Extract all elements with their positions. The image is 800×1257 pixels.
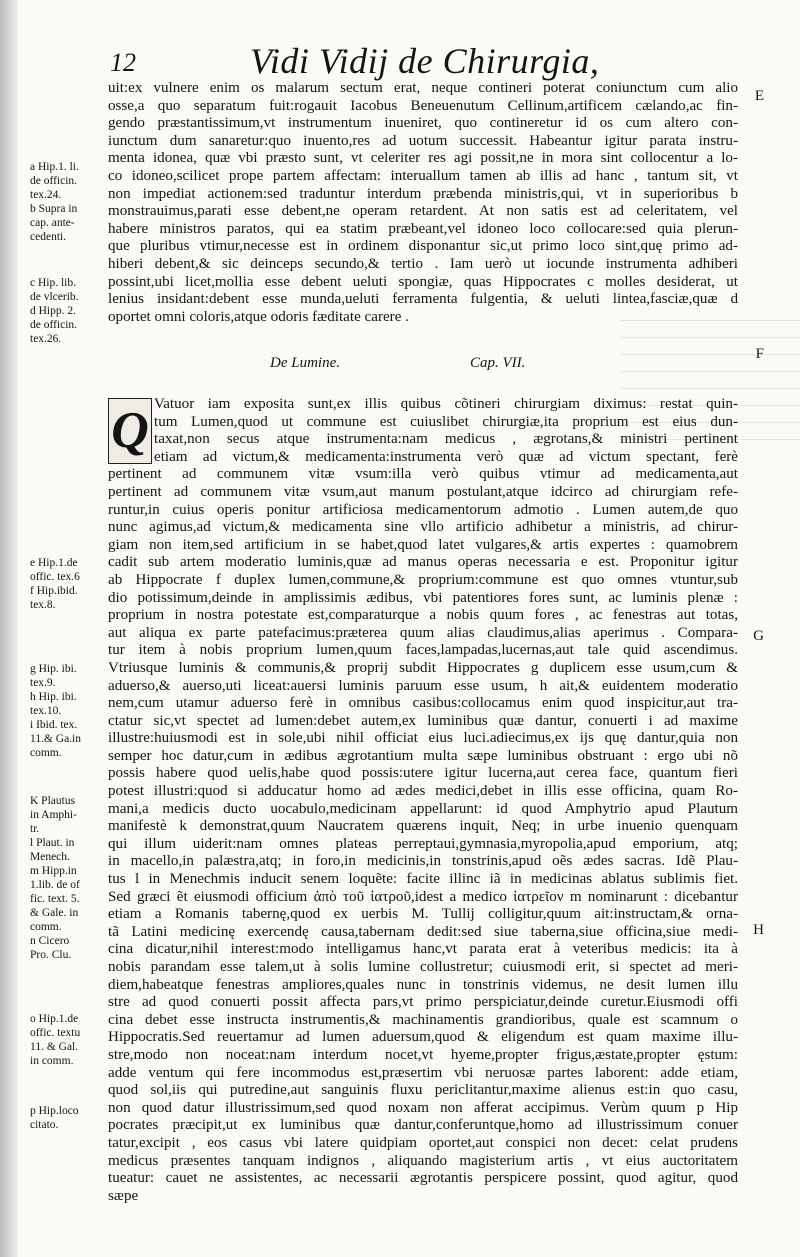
text-line: cadit sub artem moderatio luminis,quæ ad manus operas necessaria e est. Proponitur igitur (108, 554, 738, 571)
text-line: manifestè k demonstrat,quum Naucratem quærens inquit, Neq; in urbe inuenio quenquam (108, 818, 738, 835)
text-line: pertinent ad communem vitæ vsum,aut manum postulant,atque idcirco ad chirurgiam refe- (108, 483, 738, 500)
decorated-initial: Q (108, 398, 152, 464)
text-line: cina dicatur,nihil interest:modo intelligamus hanc,vt parata erat à veteribus medicis: ita à (108, 941, 738, 958)
text-line: aut aliqua ex parte patefacimus:præterea quum alias claudimus,alias aperimus . Compara- (108, 624, 738, 641)
text-line: lenius insidant:debent esse munda,ueluti ferramenta fulgentia, & ueluti lintea,fasciæ,quæ d (108, 291, 738, 308)
text-line: qui illum uiderit:nam omnes plateas perreptaui,gymnasia,myropolia,apud emporium, atq; (108, 835, 738, 852)
text-line: stre,modo non noceat:nam interdum nocet,vt hyeme,propter frigus,æstate,propter ęstum: (108, 1046, 738, 1063)
text-line: osse,a quo separatum fuit:rogauit Iacobus Beneuenutum Cellinum,artificem cælando,ac fin- (108, 97, 738, 114)
chapter-number: Cap. VII. (470, 355, 526, 371)
chapter-body (108, 396, 738, 1205)
text-line: monstrauimus,parati esse debent,ne operam retardent. At non satis est ad celeritatem, vel (108, 203, 738, 220)
margin-note-line: & Gale. in (30, 907, 79, 919)
text-line: aduerso,& auerso,uti liceat:auersi luminis paruum esse usum, h ait,& euidentem moderatio (108, 677, 738, 694)
margin-note-line: h Hip. ibi. (30, 691, 77, 703)
text-line: uit:ex vulnere enim os malarum sectum erat, neque contineri poterat coniunctum cum alio (108, 80, 738, 96)
paragraph-continued (108, 80, 738, 326)
margin-note-line: in comm. (30, 1055, 74, 1067)
margin-note-line: b Supra in (30, 203, 78, 215)
text-line: dio potissimum,deinde in amplissimis ædibus, vbi patentiores fores sunt, ac luminis plenæ : (108, 589, 738, 606)
margin-notes-o (30, 1012, 105, 1068)
margin-note-line: n Cicero (30, 935, 70, 947)
text-line: ctatur sic,vt spectet ad lumen:debet autem,ex luminibus quæ dantur, conuerti i ad maxime (108, 712, 738, 729)
text-line: tã Latini medicinę exercendę causa,tabernam dedit:sed siue taberna,siue officina,siue medi- (108, 923, 738, 940)
text-line: runtur,in cuius operis ponitur artificiosa medicamentorum admotio . Lumen autem,de quo (108, 501, 738, 518)
page-number: 12 (110, 48, 136, 77)
margin-note-line: de officin. (30, 319, 78, 331)
text-line: cina debet esse instructa instrumentis,& machinamentis grandioribus, quale est scamnum o (108, 1011, 738, 1028)
section-letter-f: F (755, 346, 764, 362)
margin-note-line: citato. (30, 1119, 59, 1131)
section-letter-e: E (754, 88, 764, 104)
margin-note-line: fic. text. 5. (30, 893, 80, 905)
text-line: gendo præstantissimum,vt instrumentum inueniret, quo contineretur id os cum altero con- (108, 115, 738, 132)
margin-note-line: a Hip.1. li. (30, 161, 79, 173)
text-line: proprium in nostra potestate est,comparaturque a nobis quum fores , ac fenestras aut totas, (108, 607, 738, 624)
text-line: tur item à nobis proprium lumen,quum faces,lampadas,lucernas,aut tale quid ascendimus. (108, 642, 738, 659)
margin-note-line: offic. textu (30, 1027, 81, 1039)
margin-note-line: cedenti. (30, 231, 67, 243)
margin-note-line: p Hip.loco (30, 1105, 79, 1117)
margin-notes-p (30, 1104, 105, 1132)
margin-note-line: de officin. (30, 175, 78, 187)
margin-note-line: m Hipp.in (30, 865, 77, 877)
text-line: oportet omni coloris,atque odoris fæditate carere . (108, 308, 409, 325)
text-line: sæpe (108, 1187, 139, 1204)
text-line: illustre:huiusmodi est in sole,ubi nihil officiat eius luci.adiecimus,ex ijs quę dantur,quia non (108, 730, 738, 747)
margin-note-line: comm. (30, 747, 62, 759)
margin-note-line: Menech. (30, 851, 70, 863)
text-line: que pluribus vtimur,necesse est in ordinem disponantur sic,ut primo loco sint,quę primo ad- (108, 238, 738, 255)
margin-notes-c (30, 276, 105, 346)
text-line: habere ministros paratos, qui ea statim præbeant,vel idoneo loco collocare:sed quia plerun- (108, 220, 738, 237)
margin-note-line: tex.26. (30, 333, 62, 345)
text-line: diem,habeatque fenestras ampliores,quales nunc in tonstrinis videmus, ne desit lumen illu (108, 976, 738, 993)
margin-note-line: d Hipp. 2. (30, 305, 76, 317)
gutter-shadow (0, 0, 18, 1257)
margin-note-line: e Hip.1.de (30, 557, 78, 569)
text-line: potest illustri:quod si adducatur homo ad ædes medici,debet in illis esse officina, quam Ro- (108, 783, 738, 800)
text-line: tus l in Menechmis inducit senem loquẽte: facite illinc iã in medicinas ablatus sublimis fiet. (108, 871, 738, 888)
margin-note-line: tex.8. (30, 599, 56, 611)
text-line: nem,cum utamur aduerso ferè in omnibus casibus:collocamus enim quod inspicitur,aut tra- (108, 695, 738, 712)
margin-note-line: f Hip.ibid. (30, 585, 78, 597)
text-line: pertinent ad communem vitæ vsum:illa verò quibus vtimur ad medicamenta,aut (108, 466, 738, 483)
text-line: Vtriusque luminis & communis,& proprij subdit Hippocrates g duplicem esse usum,cum & (108, 659, 738, 676)
margin-note-line: c Hip. lib. (30, 277, 76, 289)
text-line: co idoneo,scilicet prope partem affectam: interuallum tamen ab illis ad hanc , tantum sit, vt (108, 167, 738, 184)
margin-note-line: K Plautus (30, 795, 76, 807)
text-line: tueatur: cauet ne assistentes, ac necessarii ægrotantis perspicere possint, quod agitur, quod (108, 1170, 738, 1187)
margin-note-line: l Plaut. in (30, 837, 75, 849)
margin-note-line: comm. (30, 921, 62, 933)
margin-note-line: tex.9. (30, 677, 56, 689)
text-line: ab Hippocrate f duplex lumen,commune,& proprium:commune est quo omnes vtuntur,sub (108, 571, 738, 588)
text-line: etiam a Romanis tabernę,quod ex uerbis M. Tullij colligitur,quum ait:instructam,& orna- (108, 906, 738, 923)
text-line: nobis parandam esse talem,ut à solis lumine collustretur; cuiusmodi erit, si spectet ad meri- (108, 959, 738, 975)
text-line: taxat,non secus atque instrumenta:nam medicus , ægrotans,& ministri pertinent (154, 431, 738, 448)
text-line: semper hoc datur,cum in ædibus ægrotantium multa sæpe luminibus obstruant : ergo ubi nõ (108, 747, 738, 764)
margin-note-line: offic. tex.6 (30, 571, 80, 583)
text-line: pocrates præcipit,ut ex luminibus quæ dantur,conferuntque,homo ad illustrissimum conuer (108, 1117, 738, 1134)
margin-note-line: 1.lib. de of (30, 879, 80, 891)
text-line: Vatuor iam exposita sunt,ex illis quibus cõtineri chirurgiam diximus: restat quin- (154, 396, 738, 412)
text-line: tum Lumen,quod ut commune est cuiuslibet chirurgiæ,ita proprium est eius dun- (154, 413, 738, 430)
text-line: stre ad quod conuerti possit affecta pars,vt primo perspiciatur,deinde curetur.Eiusmodi offi (108, 994, 738, 1011)
margin-note-line: de vlcerib. (30, 291, 79, 303)
text-line: Hippocratis.Sed reuertamur ad lumen aduersum,quod & eligendum est quam maxime illu- (108, 1029, 738, 1046)
text-line: Sed græci ẽt eiusmodi officium ἀπὸ τοῦ ἰατροῦ,idest a medico ἰατρεῖον m nominarunt : dicebantur (108, 888, 738, 905)
text-line: menta idonea, quæ vbi præsto sunt, vt celeriter res agi possit,ne in mora sint collocentur a lo- (108, 150, 738, 167)
section-letter-g: G (753, 628, 764, 644)
margin-note-line: cap. ante- (30, 217, 75, 229)
margin-notes-k (30, 794, 105, 962)
text-line: mani,a medicis ducto uocabulo,medicinam appellarunt: id quod Amphytrio apud Plautum (108, 800, 738, 817)
text-line: etiam ad victum,& medicamenta:instrumenta verò quæ ad victum spectant, ferè (154, 448, 738, 465)
text-line: adde ventum qui fere incommodus est,præsertim vbi neruosæ partes laborent: adde etiam, (108, 1064, 738, 1081)
text-line: possis habere quod uelis,habe quod possis:utere igitur lucerna,aut cerea face, quantum fieri (108, 765, 738, 782)
margin-note-line: Pro. Clu. (30, 949, 72, 961)
margin-note-line: tex.10. (30, 705, 62, 717)
text-line: non quod datur illustrissimum,sed quod noxam non afferat accipimus. Verùm quum p Hip (108, 1099, 738, 1116)
text-line: giam non item,sed artificium in se habet,quod latet vulgares,& artis expertes : quamobrem (108, 536, 738, 553)
margin-note-line: o Hip.1.de (30, 1013, 79, 1025)
text-line: nunc agimus,ad victum,& medicamenta sine vllo artificio adhibetur a ministris, ad chirur- (108, 519, 738, 536)
text-line: quod sol,iis qui putredine,aut sanguinis fluxu periclitantur,maxime alienus est:in quo casu, (108, 1082, 738, 1099)
text-line: iunctum dum sanaretur:quo inuento,res ad uotum successit. Habeantur igitur parata instru- (108, 132, 738, 149)
text-line: possint,ubi licet,mollia esse debent ueluti spongiæ, quas Hippocrates c molles desiderat, ut (108, 273, 738, 290)
text-line: medicus præsentes tanquam indignos , aliquando magisterium artis , vt eius auctoritatem (108, 1152, 738, 1169)
margin-note-line: g Hip. ibi. (30, 663, 77, 675)
text-line: hiberi debent,& sic deinceps secundo,& tertio . Iam uerò ut iocunde instrumenta adhiberi (108, 255, 738, 272)
margin-notes-e (30, 556, 105, 612)
margin-note-line: 11.& Ga.in (30, 733, 81, 745)
running-title: Vidi Vidij de Chirurgia, (250, 41, 600, 81)
text-line: non impediat actionem:sed traduntur interdum præbenda ministris,qui, vt in superioribus b (108, 185, 738, 202)
section-letter-h: H (753, 922, 764, 938)
margin-note-line: i Ibid. tex. (30, 719, 78, 731)
margin-notes-g (30, 662, 105, 760)
margin-note-line: 11. & Gal. (30, 1041, 79, 1053)
margin-notes-a (30, 160, 105, 244)
margin-note-line: tex.24. (30, 189, 62, 201)
chapter-title: De Lumine. (270, 355, 340, 371)
text-line: tatur,excipit , eos casus vbi latere quidpiam oportet,aut conspici non decet: celat prudens (108, 1134, 738, 1151)
text-line: in macello,in palæstra,atq; in foro,in medicinis,in tonstrinis,apud oẽs ædes sacras. Idẽ Plau- (108, 853, 738, 870)
margin-note-line: tr. (30, 823, 40, 835)
margin-note-line: in Amphi- (30, 809, 77, 821)
